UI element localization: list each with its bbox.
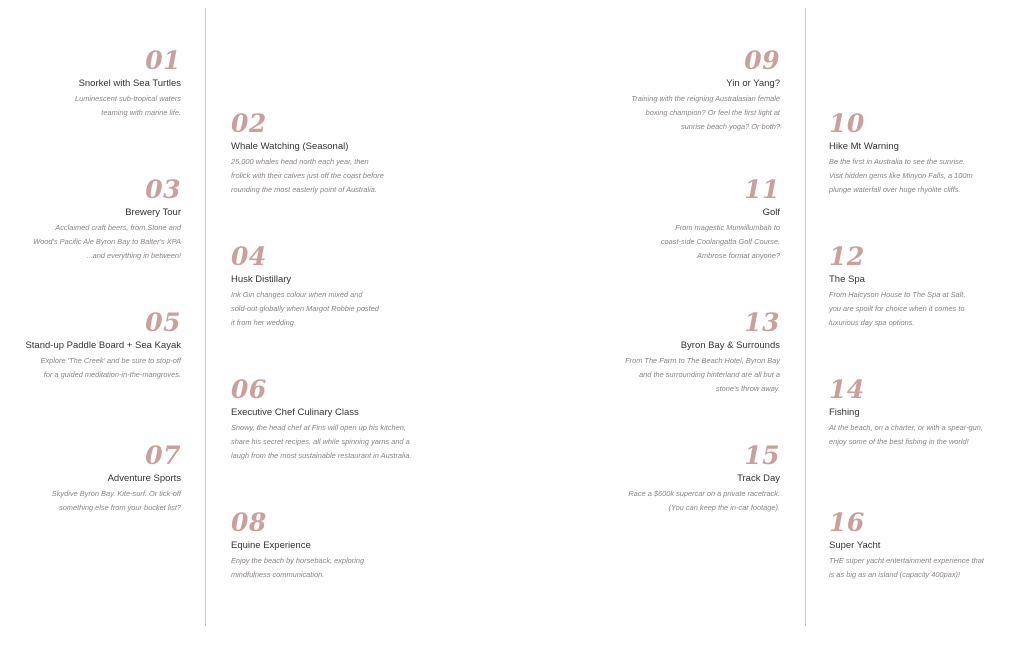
experience-number: 09 — [744, 46, 780, 75]
experience-item — [829, 508, 1019, 582]
experience-title: Equine Experience — [231, 540, 311, 551]
experience-description: From The Farm to The Beach Hotel, Byron Bay and the surrounding hinterland are all but a stone's throw away. — [625, 356, 780, 393]
experience-title: Hike Mt Warning — [829, 141, 899, 152]
experience-description: Race a $600k supercar on a private racetrack. (You can keep the in-car footage). — [628, 489, 780, 512]
experience-title: Stand-up Paddle Board + Sea Kayak — [25, 340, 181, 351]
experience-number: 10 — [829, 109, 865, 138]
experience-description: Skydive Byron Bay. Kite-surf. Or tick-off something else from your bucket list? — [51, 489, 181, 512]
experience-description: THE super yacht entertainment experience that is as big as an island (capacity 400pax)! — [829, 556, 984, 579]
experience-title: Brewery Tour — [125, 207, 181, 218]
experience-item — [231, 109, 451, 197]
experience-description: Training with the reigning Australasian female boxing champion? Or feel the first light at sunrise beach yoga? Or both? — [631, 94, 780, 131]
experience-number: 03 — [145, 175, 181, 204]
divider-right — [805, 8, 806, 626]
experience-number: 13 — [744, 308, 780, 337]
experience-item — [580, 308, 780, 396]
experience-title: Executive Chef Culinary Class — [231, 407, 359, 418]
experience-number: 07 — [145, 441, 181, 470]
divider-left — [205, 8, 206, 626]
experience-description: From Halcyson House to The Spa at Salt, you are spoilt for choice when it comes to luxurious day spa options. — [829, 290, 966, 327]
experience-title: Golf — [762, 207, 780, 218]
experience-title: Byron Bay & Surrounds — [680, 340, 780, 351]
experience-number: 04 — [231, 242, 267, 271]
experience-number: 16 — [829, 508, 865, 537]
experience-description: Be the first in Australia to see the sunrise. Visit hidden gems like Minyon Falls, a 100m plunge waterfall over huge rhyolite cliffs. — [829, 157, 973, 194]
experience-description: Snowy, the head chef at Fins will open up his kitchen, share his secret recipes, all while spinning yarns and a laugh from the most sustainable restaurant in Australia. — [231, 423, 412, 460]
experience-title: Adventure Sports — [107, 473, 181, 484]
experience-title: Fishing — [829, 407, 860, 418]
experience-number: 08 — [231, 508, 267, 537]
experience-description: Luminescent sub-tropical waters teaming with marine life. — [75, 94, 181, 117]
experience-title: Super Yacht — [829, 540, 881, 551]
experience-description: At the beach, on a charter, or with a spear-gun, enjoy some of the best fishing in the world! — [829, 423, 983, 446]
experience-number: 05 — [145, 308, 181, 337]
experience-item — [829, 242, 1019, 330]
experience-item — [580, 46, 780, 134]
experience-number: 02 — [231, 109, 267, 138]
experience-description: Explore 'The Creek' and be sure to stop-off for a guided meditation-in-the-mangroves. — [40, 356, 181, 379]
experience-title: Yin or Yang? — [726, 78, 780, 89]
experience-number: 11 — [744, 175, 780, 204]
experience-description: 25,000 whales head north each year, then frolick with their calves just off the coast before rounding the most easterly point of Australia. — [231, 157, 384, 194]
experience-number: 14 — [829, 375, 865, 404]
experience-title: Husk Distillary — [231, 274, 292, 285]
experience-title: The Spa — [829, 274, 865, 285]
experience-description: Acclaimed craft beers, from Stone and Wood's Pacific Ale Byron Bay to Balter's XPA ...and everything in between! — [33, 223, 181, 260]
experience-number: 06 — [231, 375, 267, 404]
experience-item — [580, 441, 780, 515]
experience-item — [829, 109, 1019, 197]
experience-item — [0, 175, 181, 263]
experience-description: From magestic Murwillumbah to coast-side Coolangatta Golf Course. Ambrose format anyone? — [660, 223, 780, 260]
experience-item — [231, 242, 451, 330]
experience-item — [0, 441, 181, 515]
experience-number: 12 — [829, 242, 865, 271]
experience-item — [231, 508, 451, 582]
experience-item — [829, 375, 1019, 449]
experience-title: Track Day — [737, 473, 780, 484]
experience-number: 15 — [744, 441, 780, 470]
experience-description: Enjoy the beach by horseback, exploring mindfulness communication. — [231, 556, 365, 579]
experience-title: Whale Watching (Seasonal) — [231, 141, 349, 152]
experience-number: 01 — [145, 46, 181, 75]
experience-title: Snorkel with Sea Turtles — [78, 78, 181, 89]
experience-item — [0, 308, 181, 382]
experience-item — [0, 46, 181, 120]
experience-description: Ink Gin changes colour when mixed and sold-out globally when Margot Robbie posted it from her wedding. — [231, 290, 379, 327]
experience-item — [231, 375, 451, 463]
experience-item — [580, 175, 780, 263]
